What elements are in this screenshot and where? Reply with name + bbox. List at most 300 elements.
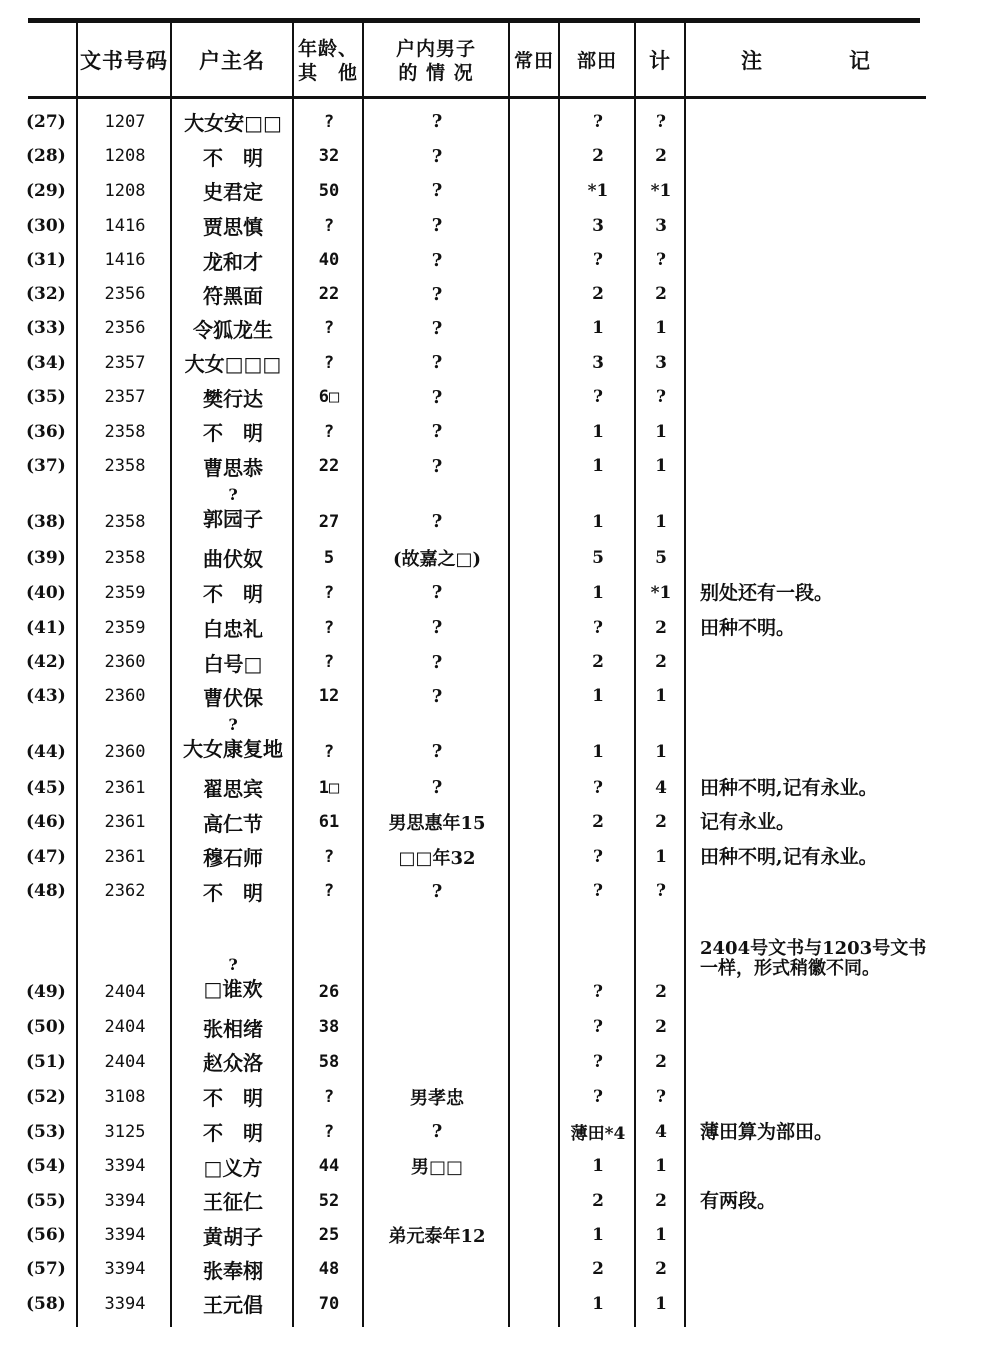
table-row [0,1149,984,1183]
owner-name-cell [174,311,292,345]
table-row [0,610,984,645]
row-index: (57) [26,1259,66,1279]
owner-name-cell [174,139,292,173]
header-total: 计 [649,48,671,73]
row-index: (38) [26,512,66,532]
age-cell: 52 [318,1190,340,1211]
table-row [0,770,984,805]
row-index: (28) [26,146,66,166]
changtian-cell [512,874,558,908]
butian-cell: *1 [587,180,609,201]
butian-cell: 2 [592,652,604,672]
owner-name-text [203,773,263,802]
changtian-cell [512,575,558,610]
total-cell: 1 [655,1225,667,1245]
owner-name-value: 黄胡子 [203,1224,263,1249]
table-row [0,540,984,575]
male-status-cell: ? [431,777,443,798]
doc-number-cell: 2404 [104,1051,146,1072]
butian-cell: 3 [592,215,604,236]
male-status-cell: ? [431,741,443,762]
row-index: (46) [26,812,66,832]
note-cell: 有两段。 [700,1189,777,1212]
doc-number-cell: 3125 [104,1121,146,1142]
note-cell [700,1149,940,1183]
doc-number-cell: 2358 [104,421,146,442]
changtian-cell [512,1252,558,1286]
changtian-cell [512,1149,558,1183]
butian-cell: ? [593,777,603,798]
note-cell [700,1079,940,1114]
row-index: (39) [26,547,66,568]
doc-number-cell: 1208 [104,146,146,166]
changtian-cell [512,1286,558,1321]
owner-name-text [203,877,263,906]
owner-name-cell [174,104,292,139]
doc-number-cell: 2361 [104,812,146,832]
changtian-cell [512,1010,558,1044]
row-index: (49) [26,982,66,1002]
note-cell [700,1044,940,1079]
owner-name-cell [174,449,292,483]
age-cell: 26 [318,982,340,1002]
row-index: (53) [26,1121,66,1142]
owner-name-value: 不 明 [203,582,263,606]
male-status-cell: ? [431,685,443,707]
age-cell: 40 [318,250,340,270]
total-cell: 1 [655,456,667,476]
owner-name-cell [174,1218,292,1252]
owner-name-cell [174,483,292,540]
age-cell: 12 [318,686,340,706]
owner-name-text [203,682,263,711]
header-male-status [364,26,508,96]
header-rule [28,96,926,99]
doc-number-cell: 2358 [104,512,146,532]
owner-name-cell [174,908,292,1010]
age-cell: 48 [318,1259,340,1279]
table-row [0,449,984,483]
male-status-cell [366,1286,508,1321]
butian-cell: ? [593,846,603,867]
row-index: (30) [26,215,66,236]
owner-name-value: 大女安□□ [184,111,282,135]
note-cell [700,104,940,139]
header-owner-name: 户主名 [199,48,265,73]
row-index: (34) [26,352,66,373]
owner-name-text [203,1186,263,1215]
total-cell: 2 [655,1051,667,1072]
age-cell: 58 [318,1051,340,1072]
table-row [0,414,984,449]
table-row [0,1114,984,1149]
owner-name-cell [174,713,292,770]
changtian-cell [512,243,558,277]
doc-number-cell: 2361 [104,846,146,867]
age-cell: 1□ [318,777,340,798]
male-status-cell: 弟元泰年12 [388,1226,486,1247]
butian-cell: 1 [592,686,604,706]
total-cell: 2 [655,652,667,672]
age-cell: 32 [318,146,340,166]
owner-name-value: 大女康复地 [183,737,283,761]
male-status-cell: ? [431,582,443,603]
owner-name-value: 曹伏保 [203,685,263,710]
age-cell: 38 [318,1017,340,1037]
butian-cell: ? [593,982,603,1002]
age-cell: 6□ [318,387,340,407]
male-status-cell [366,1183,508,1218]
note-cell: 2404号文书与1203号文书一样，形式稍徽不同。 [700,938,927,979]
row-index: (52) [26,1086,66,1107]
changtian-cell [512,104,558,139]
age-cell: ? [323,617,335,638]
doc-number-cell: 1207 [104,111,146,132]
doc-number-cell: 1416 [104,250,146,270]
doc-number-cell: 2404 [104,982,146,1002]
age-cell: 61 [318,812,340,832]
note-cell [700,139,940,173]
row-index: (32) [26,284,66,304]
row-index: (54) [26,1156,66,1176]
male-status-cell: ? [431,511,443,532]
owner-name-cell [174,1079,292,1114]
butian-cell: ? [593,617,603,638]
owner-name-cell [174,610,292,645]
owner-name-value: 符黑面 [203,283,263,308]
table-body [0,104,984,1321]
table-row [0,311,984,345]
male-status-cell: ? [431,651,443,673]
row-index: (56) [26,1225,66,1245]
owner-name-value: 张奉栩 [203,1258,263,1283]
total-cell: 2 [655,617,667,638]
owner-name-value: 曹思恭 [203,455,263,480]
butian-cell: ? [593,387,603,407]
table-row [0,139,984,173]
owner-name-cell [174,345,292,380]
note-cell: 记有永业。 [700,811,796,833]
changtian-cell [512,1114,558,1149]
owner-name-value: 王征仁 [203,1190,263,1214]
note-cell [700,679,940,713]
age-cell: 22 [318,284,340,304]
butian-cell: 1 [592,318,604,338]
note-cell [700,345,940,380]
table-row [0,277,984,311]
table-row [0,173,984,208]
table-row [0,645,984,679]
table-row [0,805,984,839]
owner-name-value: 贾思慎 [203,215,263,239]
header-notes [686,26,926,96]
header-note-char-2: 记 [849,48,871,73]
owner-name-text [203,142,263,171]
table-row [0,713,984,770]
total-cell: 1 [655,318,667,338]
owner-name-value: 不 明 [203,880,263,905]
owner-name-value: 高仁节 [203,811,263,836]
row-index: (35) [26,387,66,407]
owner-name-text [203,280,263,309]
owner-name-value: 曲伏奴 [203,547,263,571]
doc-number-cell: 3394 [104,1156,146,1176]
note-cell: 田种不明,记有永业。 [700,845,878,868]
header-butian: 部田 [576,50,617,72]
row-index: (40) [26,582,66,603]
male-status-cell [366,1252,508,1286]
total-cell: 3 [655,352,667,373]
owner-name-value: 翟思宾 [203,777,263,801]
owner-name-cell [174,380,292,414]
total-cell: *1 [650,582,672,603]
total-cell: 4 [655,1121,667,1142]
row-index: (36) [26,421,66,442]
note-cell [700,645,940,679]
doc-number-cell: 2356 [104,318,146,338]
age-cell: ? [323,318,335,338]
total-cell: 4 [655,777,667,798]
butian-cell: ? [593,250,603,270]
male-status-cell: 男□□ [410,1157,463,1178]
owner-name-cell [174,679,292,713]
male-status-cell: ? [431,386,443,408]
total-cell: 5 [655,547,667,568]
butian-cell: 1 [592,421,604,442]
male-status-cell: □□年32 [398,847,476,869]
male-status-cell: ? [431,455,443,477]
age-cell: ? [323,421,335,442]
table-row [0,1183,984,1218]
owner-name-text [203,176,263,205]
owner-name-text [203,1255,263,1284]
owner-name-cell [174,1286,292,1321]
total-cell: 2 [655,284,667,304]
owner-name-text [203,578,263,607]
doc-number-cell: 2356 [104,284,146,304]
age-cell: 5 [323,547,335,568]
row-index: (51) [26,1051,66,1072]
total-cell: 1 [655,512,667,532]
row-index: (29) [26,180,66,201]
table-row [0,208,984,243]
doc-number-cell: 1416 [104,215,146,236]
note-cell [700,243,940,277]
table-row [0,679,984,713]
male-status-cell: ? [431,317,443,339]
owner-name-cell [174,1044,292,1079]
changtian-cell [512,679,558,713]
row-index: (43) [26,686,66,706]
doc-number-cell: 2358 [104,456,146,476]
changtian-cell [512,645,558,679]
uncertain-mark: ? [228,955,238,974]
doc-number-cell: 2358 [104,547,146,568]
male-status-cell: ? [431,180,443,201]
doc-number-cell: 2361 [104,777,146,798]
male-status-cell: ? [431,215,443,236]
table-row [0,104,984,139]
male-status-cell [366,908,508,1010]
header-age-line2: 其 他 [297,62,358,84]
owner-name-value: 赵众洛 [203,1051,263,1075]
owner-name-text [203,246,263,275]
total-cell: 3 [655,215,667,236]
note-cell [700,1252,940,1286]
total-cell: 1 [655,742,667,762]
male-status-cell: ? [431,283,443,305]
note-cell: 别处还有一段。 [700,581,834,604]
changtian-cell [512,208,558,243]
owner-name-text [203,1047,263,1076]
table-row [0,1218,984,1252]
butian-cell: ? [593,1017,603,1037]
age-cell: ? [323,881,335,901]
doc-number-cell: 2359 [104,617,146,638]
age-cell: 27 [318,512,340,532]
owner-name-cell [174,1252,292,1286]
table-row [0,1010,984,1044]
male-status-cell: ? [431,352,443,373]
owner-name-cell [174,1114,292,1149]
row-index: (47) [26,846,66,867]
changtian-cell [512,1079,558,1114]
doc-number-cell: 3108 [104,1086,146,1107]
age-cell: ? [323,111,335,132]
row-index: (58) [26,1293,66,1314]
male-status-cell: ? [431,145,443,167]
male-status-cell: ? [431,111,443,132]
total-cell: 2 [655,1017,667,1037]
table-row [0,380,984,414]
butian-cell: 1 [592,1156,604,1176]
doc-number-cell: 2404 [104,1017,146,1037]
total-cell: 1 [655,1156,667,1176]
changtian-cell [512,345,558,380]
row-index: (27) [26,111,66,132]
doc-number-cell: 2360 [104,652,146,672]
owner-name-value: 史君定 [203,180,263,204]
butian-cell: ? [593,881,603,901]
butian-cell: 2 [592,284,604,304]
total-cell: 2 [655,982,667,1002]
changtian-cell [512,414,558,449]
owner-name-text [203,1289,263,1318]
changtian-cell [512,908,558,1010]
owner-name-cell [174,839,292,874]
note-cell [700,1010,940,1044]
age-cell: ? [323,846,335,867]
male-status-cell: ? [431,880,443,902]
butian-cell: 2 [592,1259,604,1279]
note-cell [700,208,940,243]
note-cell [700,874,940,908]
note-cell [700,173,940,208]
age-cell: ? [323,352,335,373]
total-cell: 2 [655,812,667,832]
owner-name-value: 令狐龙生 [193,317,273,342]
doc-number-cell: 2360 [104,686,146,706]
changtian-cell [512,770,558,805]
changtian-cell [512,380,558,414]
note-cell [700,483,940,540]
owner-name-text [203,613,263,642]
table-row [0,1286,984,1321]
doc-number-cell: 3394 [104,1190,146,1211]
owner-name-text [185,348,282,377]
owner-name-text [203,383,263,412]
total-cell: ? [656,111,666,132]
table-row [0,483,984,540]
age-cell: 44 [318,1156,340,1176]
owner-name-value: □义方 [203,1155,263,1180]
doc-number-cell: 3394 [104,1293,146,1314]
owner-name-text [203,955,263,1002]
age-cell: 22 [318,456,340,476]
note-cell [700,414,940,449]
owner-name-text [203,543,263,572]
changtian-cell [512,610,558,645]
owner-name-value: 樊行达 [203,386,263,411]
owner-name-value: 白号□ [203,651,263,676]
doc-number-cell: 2357 [104,387,146,407]
butian-cell: 2 [592,1190,604,1211]
note-cell [700,449,940,483]
owner-name-cell [174,243,292,277]
butian-cell: 薄田*4 [570,1124,626,1144]
changtian-cell [512,540,558,575]
changtian-cell [512,1044,558,1079]
uncertain-mark: ? [228,715,238,734]
table-row [0,1044,984,1079]
owner-name-value: 不 明 [203,421,263,445]
changtian-cell [512,173,558,208]
table-row [0,1252,984,1286]
butian-cell: 1 [592,582,604,603]
header-age-line1: 年龄、 [297,38,358,60]
note-cell [700,713,940,770]
butian-cell: 1 [592,456,604,476]
owner-name-text [204,1152,263,1181]
age-cell: 50 [318,180,340,201]
header-age-other [294,26,362,96]
age-cell: 70 [318,1293,340,1314]
owner-name-value: 穆石师 [203,846,263,870]
changtian-cell [512,139,558,173]
total-cell: ? [656,1086,666,1107]
butian-cell: 1 [592,512,604,532]
table-row [0,575,984,610]
owner-name-cell [174,645,292,679]
butian-cell: ? [593,111,603,132]
owner-name-cell [174,277,292,311]
male-status-cell: (故嘉之□) [392,548,482,570]
owner-name-text [184,107,282,136]
age-cell: 25 [318,1225,340,1245]
note-cell [700,311,940,345]
owner-name-text [203,452,263,481]
owner-name-text [203,1117,263,1146]
row-index: (50) [26,1017,66,1037]
owner-name-value: 龙和才 [203,249,263,274]
changtian-cell [512,839,558,874]
age-cell: ? [323,1086,335,1107]
row-index: (48) [26,881,66,901]
total-cell: *1 [650,180,672,201]
header-male-line2: 的 情 况 [398,62,474,84]
note-cell [700,540,940,575]
total-cell: 1 [655,846,667,867]
